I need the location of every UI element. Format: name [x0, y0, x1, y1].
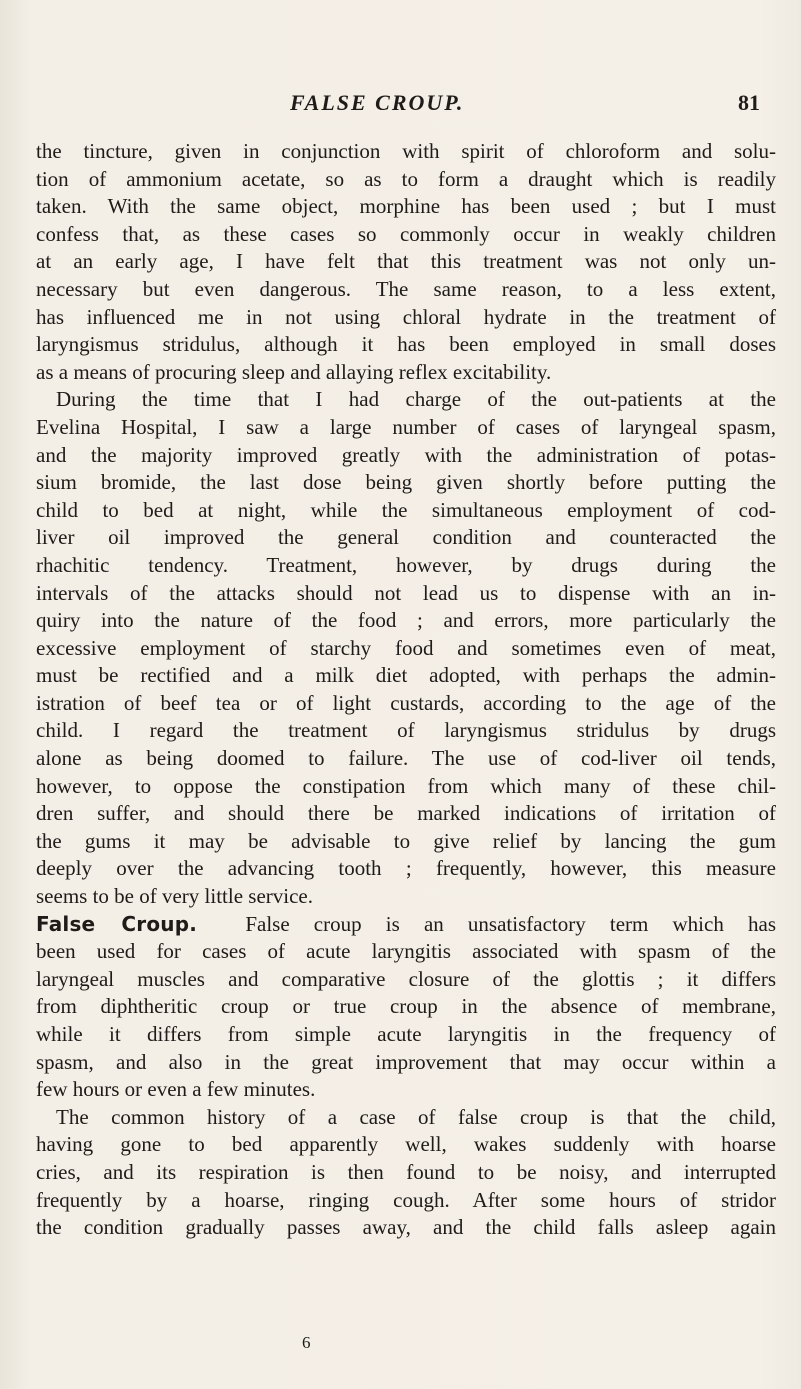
text-line: dren suffer, and should there be marked indications of irritation of	[36, 801, 776, 826]
text-line: excessive employment of starchy food and sometimes even of meat,	[36, 635, 776, 660]
text-line: having gone to bed apparently well, wakes suddenly with hoarse	[36, 1132, 776, 1157]
text-line: cries, and its respiration is then found to be noisy, and interrupted	[36, 1159, 776, 1184]
body-text	[36, 138, 776, 1242]
text-line: sium bromide, the last dose being given shortly before putting the	[36, 470, 776, 495]
text-line: child. I regard the treatment of laryngismus stridulus by drugs	[36, 718, 776, 743]
text-line: taken. With the same object, morphine has been used ; but I must	[36, 194, 776, 219]
text-line: liver oil improved the general condition and counteracted the	[36, 525, 776, 550]
text-line: must be rectified and a milk diet adopted, with perhaps the admin-	[36, 663, 776, 688]
text-line: tion of ammonium acetate, so as to form a draught which is readily	[36, 166, 776, 191]
text-line: child to bed at night, while the simultaneous employment of cod-	[36, 497, 776, 522]
text-line: laryngismus stridulus, although it has been employed in small doses	[36, 332, 776, 357]
text-line: necessary but even dangerous. The same reason, to a less extent,	[36, 276, 776, 301]
text-line: During the time that I had charge of the out-patients at the	[56, 387, 776, 412]
text-line: has influenced me in not using chloral hydrate in the treatment of	[36, 304, 776, 329]
text-line: confess that, as these cases so commonly occur in weakly children	[36, 221, 776, 246]
text-line: from diphtheritic croup or true croup in the absence of membrane,	[36, 994, 776, 1019]
text-line: the condition gradually passes away, and the child falls asleep again	[36, 1215, 776, 1240]
text-line: laryngeal muscles and comparative closure of the glottis ; it differs	[36, 966, 776, 991]
text-line: The common history of a case of false croup is that the child,	[56, 1104, 776, 1129]
text-line: and the majority improved greatly with the administration of potas-	[36, 442, 776, 467]
text-line: spasm, and also in the great improvement that may occur within a	[36, 1049, 776, 1074]
text-line: rhachitic tendency. Treatment, however, by drugs during the	[36, 552, 776, 577]
text-line: few hours or even a few minutes.	[36, 1077, 316, 1102]
running-head: FALSE CROUP.	[290, 90, 465, 115]
text-line: the gums it may be advisable to give relief by lancing the gum	[36, 828, 776, 853]
text-line: been used for cases of acute laryngitis associated with spasm of the	[36, 939, 776, 964]
text-line: istration of beef tea or of light custards, according to the age of the	[36, 690, 776, 715]
text-line: as a means of procuring sleep and allaying reflex excitability.	[36, 359, 552, 384]
text-line: however, to oppose the constipation from which many of these chil-	[36, 773, 776, 798]
text-line: seems to be of very little service.	[36, 884, 313, 909]
text-line: quiry into the nature of the food ; and errors, more particularly the	[36, 608, 776, 633]
section-heading: False Croup.	[36, 911, 198, 936]
text-line: alone as being doomed to failure. The use of cod-liver oil tends,	[36, 746, 776, 771]
text-line: frequently by a hoarse, ringing cough. After some hours of stridor	[36, 1187, 776, 1212]
page-number: 81	[738, 90, 760, 115]
signature-mark: 6	[302, 1333, 311, 1352]
section-first-line-text: False croup is an unsatisfactory term which has	[245, 911, 776, 936]
text-line: intervals of the attacks should not lead us to dispense with an in-	[36, 580, 776, 605]
text-line: while it differs from simple acute laryngitis in the frequency of	[36, 1022, 776, 1046]
text-line: at an early age, I have felt that this treatment was not only un-	[36, 249, 776, 274]
section-first-line	[36, 911, 776, 939]
text-line: the tincture, given in conjunction with spirit of chloroform and solu-	[36, 139, 776, 163]
text-line: Evelina Hospital, I saw a large number of cases of laryngeal spasm,	[36, 414, 776, 439]
text-line: deeply over the advancing tooth ; frequently, however, this measure	[36, 856, 776, 881]
